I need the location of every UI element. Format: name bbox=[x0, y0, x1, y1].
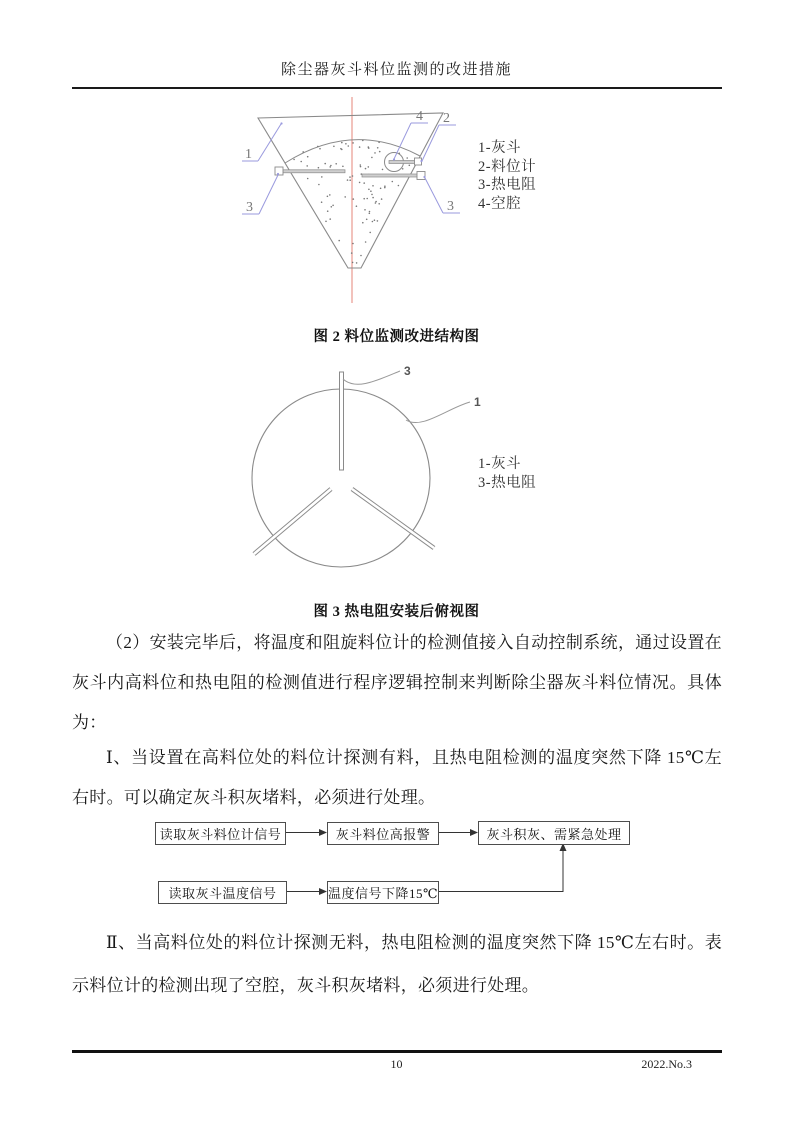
leader-3-right bbox=[423, 176, 460, 213]
material-dot bbox=[368, 166, 370, 168]
material-dot bbox=[371, 157, 373, 159]
thermocouple-probe-left bbox=[275, 167, 345, 175]
material-dot bbox=[369, 232, 371, 234]
legend-item: 4-空腔 bbox=[478, 195, 522, 212]
material-dot bbox=[319, 148, 321, 150]
thermocouple-probe-right bbox=[362, 172, 425, 180]
issue-number: 2022.No.3 bbox=[641, 1057, 692, 1071]
leader-1 bbox=[406, 402, 470, 423]
material-dot bbox=[318, 184, 320, 186]
material-dot bbox=[363, 198, 365, 200]
material-dot bbox=[409, 165, 411, 167]
material-dot bbox=[327, 210, 329, 212]
figure3-label-3: 3 bbox=[404, 364, 411, 378]
figure2-label-3-right: 3 bbox=[447, 199, 454, 214]
figure3-legend bbox=[478, 455, 536, 492]
figure3-caption: 图 3 热电阻安装后俯视图 bbox=[313, 604, 480, 620]
material-dot bbox=[366, 198, 368, 200]
material-dot bbox=[384, 185, 386, 187]
material-dot bbox=[352, 243, 354, 245]
material-dot bbox=[374, 152, 376, 154]
material-dot bbox=[360, 166, 362, 168]
paragraph-install: （2）安装完毕后，将温度和阻旋料位计的检测值接入自动控制系统，通过设置在灰斗内高料位和热电阻的检测值进行程序逻辑控制来判断除尘器灰斗料位情况。具体为： bbox=[72, 633, 722, 732]
material-dot bbox=[345, 143, 347, 145]
material-dot bbox=[362, 140, 364, 142]
material-dot bbox=[356, 262, 358, 264]
material-dot bbox=[377, 220, 379, 222]
figure2-label-2: 2 bbox=[443, 111, 450, 126]
footer-rule bbox=[72, 1050, 722, 1053]
material-dot bbox=[372, 185, 374, 187]
material-dot bbox=[352, 175, 354, 177]
legend-item: 1-灰斗 bbox=[478, 456, 522, 472]
material-dot bbox=[380, 188, 382, 190]
material-dot bbox=[348, 145, 350, 147]
material-dot bbox=[347, 179, 349, 181]
material-dot bbox=[371, 194, 373, 196]
material-dot bbox=[377, 147, 379, 149]
flowchart-box-read-level-signal: 读取灰斗料位计信号 bbox=[155, 822, 286, 845]
material-dot bbox=[353, 198, 355, 200]
material-dot bbox=[317, 146, 319, 148]
material-dot bbox=[341, 142, 343, 144]
material-dot bbox=[329, 218, 331, 220]
material-dot bbox=[329, 166, 331, 168]
material-dot bbox=[351, 252, 353, 254]
figure2-label-3-left: 3 bbox=[246, 200, 253, 215]
material-dot bbox=[369, 213, 371, 215]
material-dot bbox=[349, 176, 351, 178]
material-dot bbox=[329, 194, 331, 196]
leader-2 bbox=[420, 125, 456, 162]
material-dot bbox=[359, 182, 361, 184]
material-dot bbox=[370, 190, 372, 192]
legend-item: 2-料位计 bbox=[478, 158, 537, 175]
material-dot bbox=[363, 182, 365, 184]
material-dot bbox=[360, 255, 362, 257]
material-dot bbox=[321, 201, 323, 203]
material-dot bbox=[338, 240, 340, 242]
material-dot bbox=[332, 205, 334, 207]
material-dot bbox=[307, 178, 309, 180]
material-dot bbox=[369, 211, 371, 213]
material-dot bbox=[368, 147, 370, 149]
figure2-legend bbox=[478, 139, 536, 213]
material-dot bbox=[342, 166, 344, 168]
thermocouple-rod-right bbox=[352, 489, 434, 548]
material-dot bbox=[398, 185, 400, 187]
material-dot bbox=[365, 241, 367, 243]
material-dot bbox=[324, 163, 326, 165]
material-dot bbox=[335, 163, 337, 165]
material-dot bbox=[366, 219, 368, 221]
material-dot bbox=[372, 221, 374, 223]
flowchart-box-read-temp-signal: 读取灰斗温度信号 bbox=[158, 881, 287, 904]
material-dot bbox=[364, 209, 366, 211]
material-dot bbox=[368, 189, 370, 191]
material-dot bbox=[379, 151, 381, 153]
material-dot bbox=[327, 196, 329, 198]
figure2-label-4: 4 bbox=[416, 109, 423, 124]
material-dot bbox=[349, 179, 351, 181]
material-dot bbox=[356, 205, 358, 207]
flowchart-box-high-level-alarm: 灰斗料位高报警 bbox=[327, 822, 439, 845]
figure2-label-1: 1 bbox=[245, 147, 252, 162]
material-dot bbox=[318, 167, 320, 169]
material-dot bbox=[374, 219, 376, 221]
legend-item: 3-热电阻 bbox=[478, 177, 537, 193]
material-dot bbox=[306, 165, 308, 167]
material-dot bbox=[372, 197, 374, 199]
page-number: 10 bbox=[390, 1057, 403, 1071]
figure3-label-1: 1 bbox=[474, 395, 481, 409]
material-dot bbox=[378, 142, 380, 144]
material-dot bbox=[378, 203, 380, 205]
paragraph-case-2: Ⅱ、当高料位处的料位计探测无料，热电阻检测的温度突然下降 15℃左右时。表示料位计的检测出现了空腔，灰斗积灰堵料，必须进行处理。 bbox=[72, 933, 722, 995]
thermocouple-rod-top bbox=[340, 372, 344, 470]
material-dot bbox=[307, 156, 309, 158]
material-dot bbox=[325, 221, 327, 223]
thermocouple-rod-left bbox=[254, 489, 331, 554]
page-title: 除尘器灰斗料位监测的改进措施 bbox=[280, 62, 512, 78]
legend-item: 3-热电阻 bbox=[478, 474, 537, 491]
material-dot bbox=[359, 146, 361, 148]
material-dot bbox=[382, 169, 384, 171]
material-dot bbox=[344, 196, 346, 198]
material-dot bbox=[352, 142, 354, 144]
material-dot bbox=[340, 148, 342, 150]
legend-item: 1-灰斗 bbox=[478, 140, 522, 156]
material-dot bbox=[352, 262, 354, 264]
material-dot bbox=[321, 176, 323, 178]
flowchart-box-temp-drop: 温度信号下降15℃ bbox=[327, 881, 439, 904]
material-dot bbox=[392, 181, 394, 183]
paragraph-case-1: Ⅰ、当设置在高料位处的料位计探测有料，且热电阻检测的温度突然下降 15℃左右时。可以确定灰斗积灰堵料，必须进行处理。 bbox=[72, 748, 722, 807]
material-dot bbox=[402, 168, 404, 170]
header-rule bbox=[72, 87, 722, 89]
material-dot bbox=[300, 161, 302, 163]
hopper-outline bbox=[258, 113, 443, 268]
material-dot bbox=[331, 206, 333, 208]
material-dot bbox=[360, 164, 362, 166]
material-dot bbox=[406, 157, 408, 159]
material-dot bbox=[293, 159, 295, 161]
material-dot bbox=[375, 201, 377, 203]
material-dot bbox=[333, 146, 335, 148]
material-dot bbox=[381, 198, 383, 200]
material-dot bbox=[330, 165, 332, 167]
material-dot bbox=[365, 168, 367, 170]
material-dot bbox=[375, 202, 377, 204]
leader-3 bbox=[343, 371, 400, 384]
figure2-caption: 图 2 料位监测改进结构图 bbox=[313, 329, 480, 345]
material-dot bbox=[302, 151, 304, 153]
flowchart-box-urgent-handling: 灰斗积灰、需紧急处理 bbox=[478, 821, 630, 845]
material-dot bbox=[384, 187, 386, 189]
material-dot bbox=[362, 222, 364, 224]
